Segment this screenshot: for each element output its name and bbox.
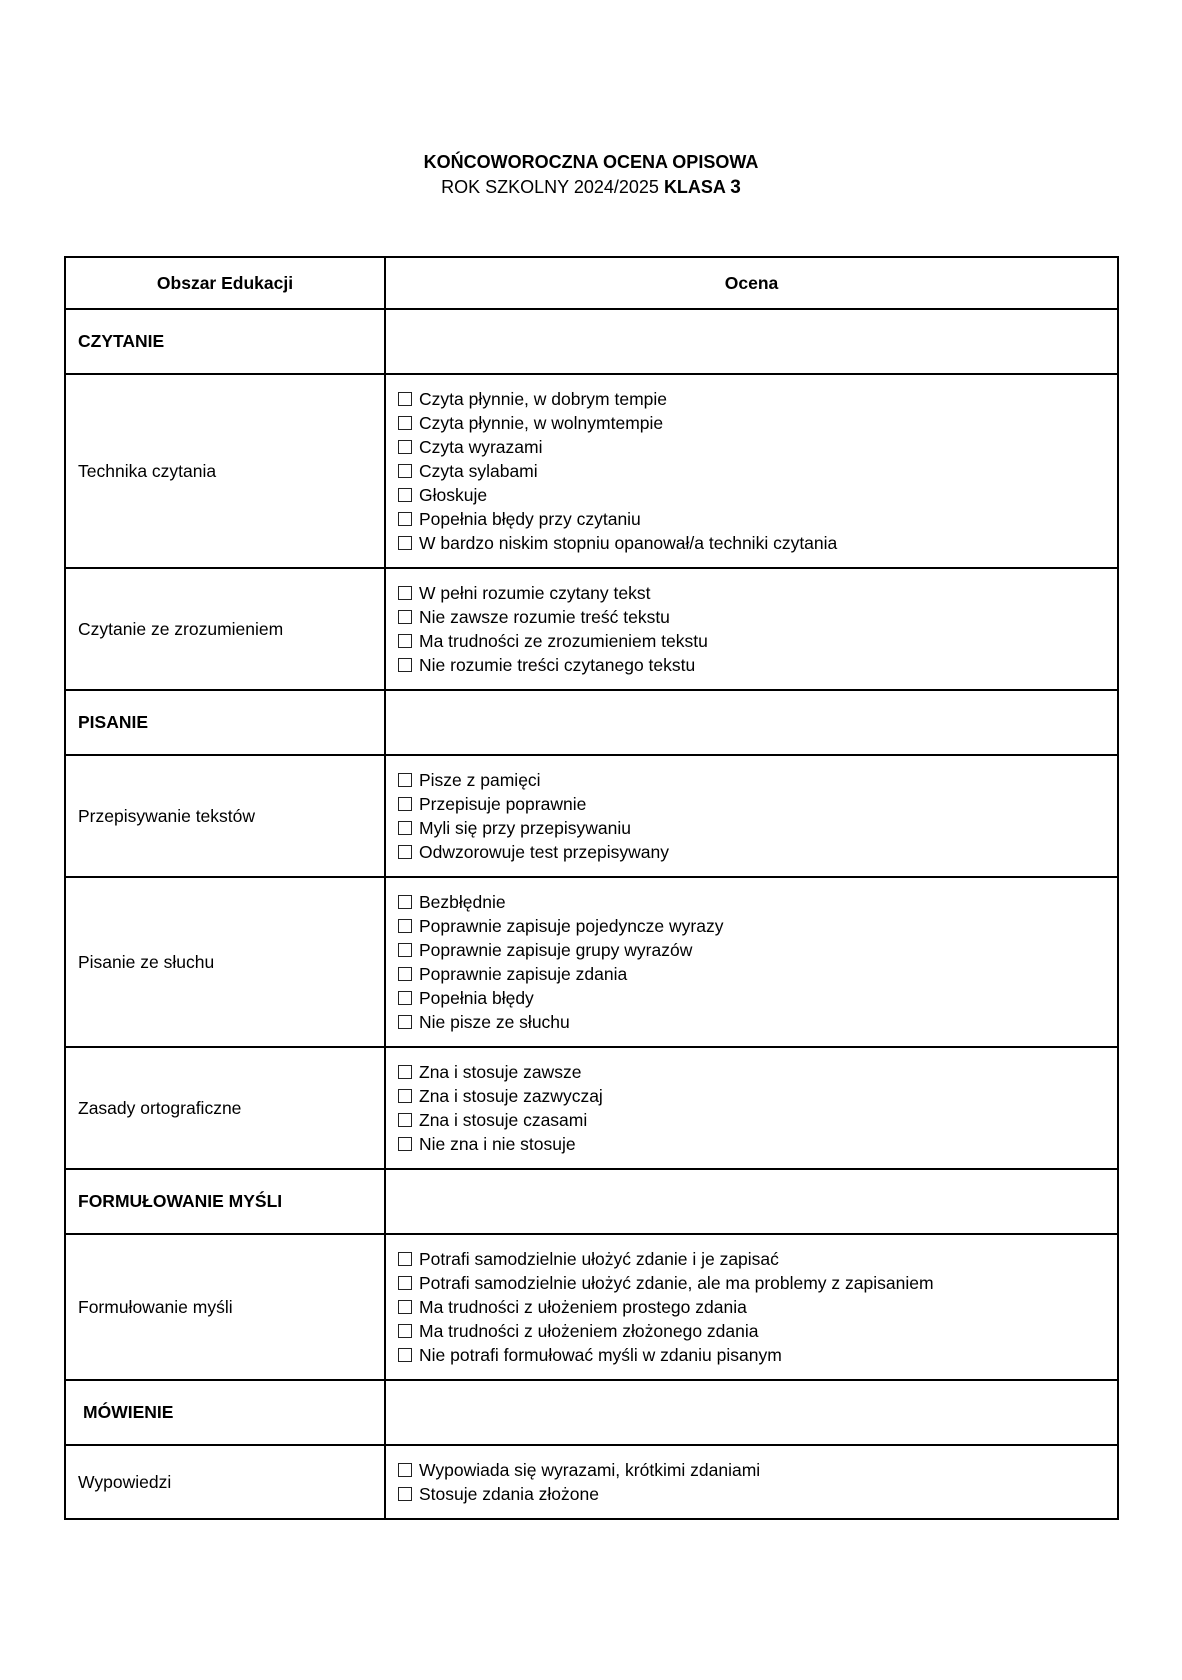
- option-item[interactable]: [398, 435, 1117, 459]
- option-label: Poprawnie zapisuje grupy wyrazów: [419, 940, 693, 960]
- option-label: Czyta płynnie, w wolnymtempie: [419, 413, 664, 433]
- option-item[interactable]: [398, 962, 1117, 986]
- section-title-formulowanie: FORMUŁOWANIE MYŚLI: [65, 1169, 385, 1234]
- options-cell-zrozumienie: [385, 568, 1118, 690]
- checkbox[interactable]: [398, 967, 412, 981]
- document-title: KOŃCOWOROCZNA OCENA OPISOWA: [423, 152, 759, 172]
- column-header-area: Obszar Edukacji: [65, 257, 385, 309]
- option-label: Zna i stosuje zazwyczaj: [419, 1086, 603, 1106]
- class-number: 3: [730, 177, 741, 198]
- option-item[interactable]: [398, 914, 1117, 938]
- option-item[interactable]: [398, 1060, 1117, 1084]
- option-item[interactable]: [398, 605, 1117, 629]
- option-label: Głoskuje: [419, 485, 488, 505]
- checkbox[interactable]: [398, 1324, 412, 1338]
- option-item[interactable]: [398, 768, 1117, 792]
- row-pisanie-ze-sluchu: [65, 877, 1118, 1047]
- option-label: Wypowiada się wyrazami, krótkimi zdaniami: [419, 1460, 761, 1480]
- checkbox[interactable]: [398, 610, 412, 624]
- class-label: KLASA: [663, 177, 731, 197]
- option-item[interactable]: [398, 507, 1117, 531]
- option-label: Nie zna i nie stosuje: [419, 1134, 576, 1154]
- option-label: Poprawnie zapisuje zdania: [419, 964, 628, 984]
- option-label: Potrafi samodzielnie ułożyć zdanie, ale ma problemy z zapisaniem: [419, 1273, 934, 1293]
- checkbox[interactable]: [398, 773, 412, 787]
- section-empty-cell: [385, 690, 1118, 755]
- checkbox[interactable]: [398, 1487, 412, 1501]
- option-label: Przepisuje poprawnie: [419, 794, 587, 814]
- area-label-przepisywanie: Przepisywanie tekstów: [65, 755, 385, 877]
- checkbox[interactable]: [398, 392, 412, 406]
- checkbox[interactable]: [398, 1089, 412, 1103]
- option-label: Myli się przy przepisywaniu: [419, 818, 632, 838]
- options-cell-przepisywanie: [385, 755, 1118, 877]
- checkbox[interactable]: [398, 895, 412, 909]
- option-item[interactable]: [398, 792, 1117, 816]
- option-item[interactable]: [398, 890, 1117, 914]
- option-label: Czyta sylabami: [419, 461, 538, 481]
- option-item[interactable]: [398, 1482, 1117, 1506]
- option-label: Czyta płynnie, w dobrym tempie: [419, 389, 668, 409]
- row-formulowanie-mysli: [65, 1234, 1118, 1380]
- checkbox[interactable]: [398, 821, 412, 835]
- section-empty-cell: [385, 1169, 1118, 1234]
- option-label: Nie potrafi formułować myśli w zdaniu pisanym: [419, 1345, 782, 1365]
- option-item[interactable]: [398, 483, 1117, 507]
- area-label-sluch: Pisanie ze słuchu: [65, 877, 385, 1047]
- option-label: Pisze z pamięci: [419, 770, 541, 790]
- row-technika-czytania: [65, 374, 1118, 568]
- checkbox[interactable]: [398, 1113, 412, 1127]
- checkbox[interactable]: [398, 416, 412, 430]
- option-item[interactable]: [398, 1247, 1117, 1271]
- option-item[interactable]: [398, 1084, 1117, 1108]
- options-cell-formulowanie: [385, 1234, 1118, 1380]
- checkbox[interactable]: [398, 1300, 412, 1314]
- option-item[interactable]: [398, 1271, 1117, 1295]
- option-label: Nie rozumie treści czytanego tekstu: [419, 655, 696, 675]
- checkbox[interactable]: [398, 797, 412, 811]
- checkbox[interactable]: [398, 845, 412, 859]
- option-item[interactable]: [398, 411, 1117, 435]
- option-item[interactable]: [398, 986, 1117, 1010]
- option-label: Bezbłędnie: [419, 892, 506, 912]
- table-header-row: [65, 257, 1118, 309]
- option-item[interactable]: [398, 1295, 1117, 1319]
- checkbox[interactable]: [398, 658, 412, 672]
- checkbox[interactable]: [398, 536, 412, 550]
- option-item[interactable]: [398, 1343, 1117, 1367]
- row-wypowiedzi: [65, 1445, 1118, 1519]
- checkbox[interactable]: [398, 440, 412, 454]
- options-cell-technika: [385, 374, 1118, 568]
- column-header-grade: Ocena: [385, 257, 1118, 309]
- option-item[interactable]: [398, 1010, 1117, 1034]
- checkbox[interactable]: [398, 586, 412, 600]
- area-label-ortografia: Zasady ortograficzne: [65, 1047, 385, 1169]
- option-item[interactable]: [398, 938, 1117, 962]
- option-label: Nie pisze ze słuchu: [419, 1012, 570, 1032]
- option-item[interactable]: [398, 653, 1117, 677]
- option-label: Popełnia błędy przy czytaniu: [419, 509, 641, 529]
- area-label-formulowanie: Formułowanie myśli: [65, 1234, 385, 1380]
- area-label-zrozumienie: Czytanie ze zrozumieniem: [65, 568, 385, 690]
- options-cell-sluch: [385, 877, 1118, 1047]
- section-title-mowienie: MÓWIENIE: [65, 1380, 385, 1445]
- section-row-pisanie: [65, 690, 1118, 755]
- option-label: W bardzo niskim stopniu opanował/a techniki czytania: [419, 533, 838, 553]
- checkbox[interactable]: [398, 919, 412, 933]
- checkbox[interactable]: [398, 1276, 412, 1290]
- option-item[interactable]: [398, 581, 1117, 605]
- option-item[interactable]: [398, 1108, 1117, 1132]
- checkbox[interactable]: [398, 943, 412, 957]
- checkbox[interactable]: [398, 488, 412, 502]
- option-label: Ma trudności z ułożeniem złożonego zdania: [419, 1321, 759, 1341]
- option-item[interactable]: [398, 1319, 1117, 1343]
- document-subtitle: [0, 174, 1182, 201]
- section-empty-cell: [385, 309, 1118, 374]
- option-label: Nie zawsze rozumie treść tekstu: [419, 607, 670, 627]
- option-item[interactable]: [398, 531, 1117, 555]
- option-item[interactable]: [398, 1132, 1117, 1156]
- options-cell-wypowiedzi: [385, 1445, 1118, 1519]
- option-label: Zna i stosuje czasami: [419, 1110, 588, 1130]
- document-header: [0, 150, 1182, 201]
- option-label: Stosuje zdania złożone: [419, 1484, 599, 1504]
- area-label-wypowiedzi: Wypowiedzi: [65, 1445, 385, 1519]
- checkbox[interactable]: [398, 1015, 412, 1029]
- checkbox[interactable]: [398, 991, 412, 1005]
- assessment-table: [64, 256, 1119, 1520]
- option-item[interactable]: [398, 840, 1117, 864]
- checkbox[interactable]: [398, 1252, 412, 1266]
- school-year: ROK SZKOLNY 2024/2025: [441, 177, 664, 197]
- option-item[interactable]: [398, 1458, 1117, 1482]
- area-label-technika: Technika czytania: [65, 374, 385, 568]
- option-item[interactable]: [398, 459, 1117, 483]
- option-label: Poprawnie zapisuje pojedyncze wyrazy: [419, 916, 724, 936]
- option-item[interactable]: [398, 816, 1117, 840]
- section-row-czytanie: [65, 309, 1118, 374]
- section-row-mowienie: [65, 1380, 1118, 1445]
- checkbox[interactable]: [398, 1137, 412, 1151]
- row-zasady-ortograficzne: [65, 1047, 1118, 1169]
- option-label: Ma trudności z ułożeniem prostego zdania: [419, 1297, 747, 1317]
- section-empty-cell: [385, 1380, 1118, 1445]
- option-label: W pełni rozumie czytany tekst: [419, 583, 651, 603]
- section-row-formulowanie: [65, 1169, 1118, 1234]
- checkbox[interactable]: [398, 1065, 412, 1079]
- option-label: Odwzorowuje test przepisywany: [419, 842, 669, 862]
- option-label: Potrafi samodzielnie ułożyć zdanie i je zapisać: [419, 1249, 779, 1269]
- option-label: Zna i stosuje zawsze: [419, 1062, 582, 1082]
- options-cell-ortografia: [385, 1047, 1118, 1169]
- option-label: Ma trudności ze zrozumieniem tekstu: [419, 631, 708, 651]
- checkbox[interactable]: [398, 1348, 412, 1362]
- checkbox[interactable]: [398, 464, 412, 478]
- option-item[interactable]: [398, 629, 1117, 653]
- checkbox[interactable]: [398, 634, 412, 648]
- section-title-czytanie: CZYTANIE: [65, 309, 385, 374]
- checkbox[interactable]: [398, 512, 412, 526]
- checkbox[interactable]: [398, 1463, 412, 1477]
- option-item[interactable]: [398, 387, 1117, 411]
- option-label: Czyta wyrazami: [419, 437, 543, 457]
- option-label: Popełnia błędy: [419, 988, 534, 1008]
- row-czytanie-ze-zrozumieniem: [65, 568, 1118, 690]
- row-przepisywanie-tekstow: [65, 755, 1118, 877]
- section-title-pisanie: PISANIE: [65, 690, 385, 755]
